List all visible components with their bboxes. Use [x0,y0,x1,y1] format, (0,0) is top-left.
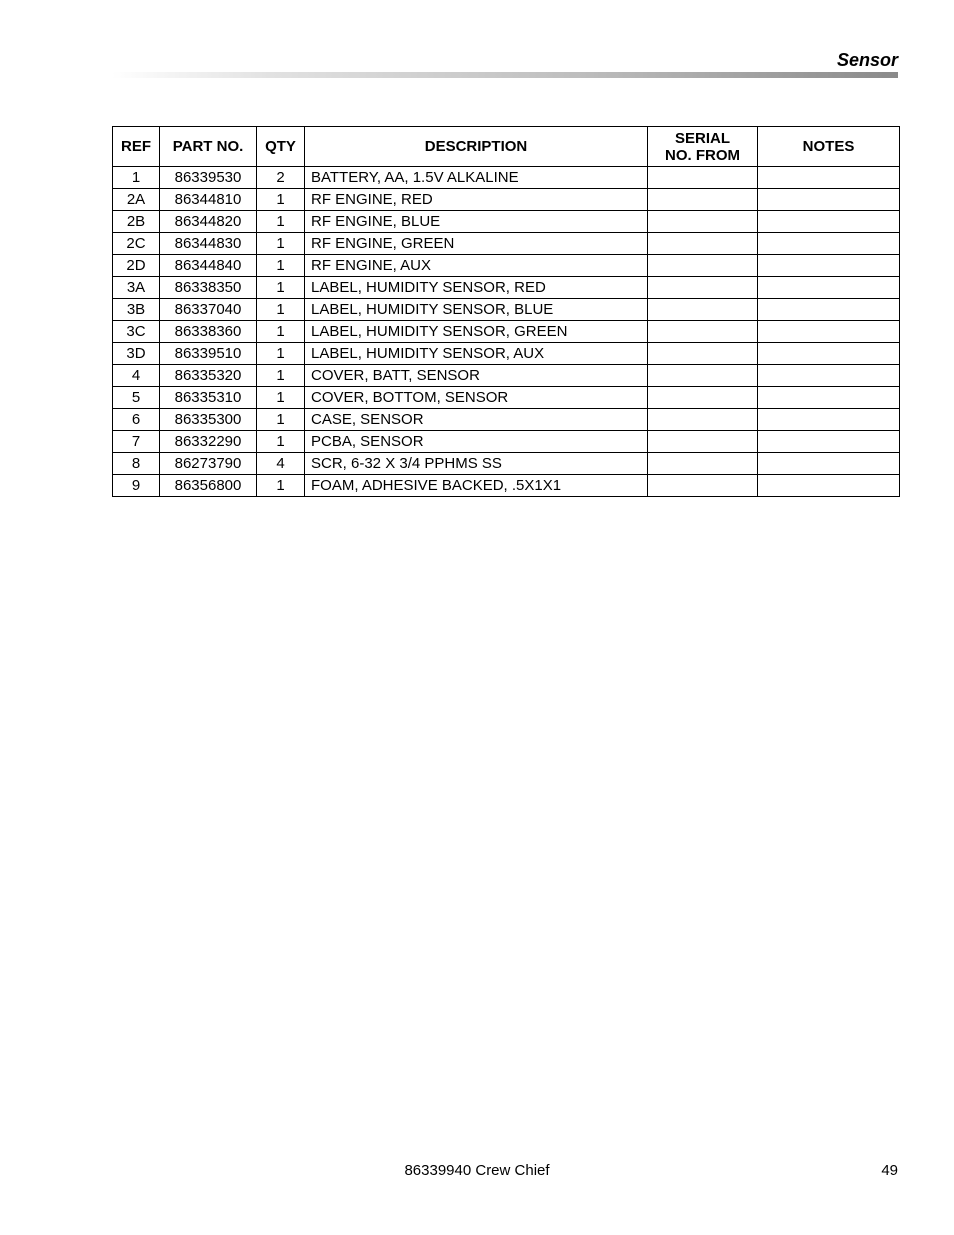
cell-part-no: 86338360 [160,321,257,343]
cell-serial-no-from [648,453,758,475]
cell-description: LABEL, HUMIDITY SENSOR, AUX [305,343,648,365]
page-number: 49 [881,1162,898,1179]
cell-description: RF ENGINE, RED [305,189,648,211]
cell-ref: 6 [113,409,160,431]
cell-ref: 4 [113,365,160,387]
cell-notes [758,475,900,497]
table-row [113,189,900,211]
cell-serial-no-from [648,387,758,409]
cell-serial-no-from [648,299,758,321]
cell-notes [758,365,900,387]
cell-serial-no-from [648,321,758,343]
cell-notes [758,343,900,365]
cell-description: RF ENGINE, AUX [305,255,648,277]
cell-qty: 1 [257,475,305,497]
cell-part-no: 86344820 [160,211,257,233]
table-body [113,167,900,497]
column-header-serial-no-from: SERIAL NO. FROM [648,127,758,167]
cell-ref: 3D [113,343,160,365]
cell-description: PCBA, SENSOR [305,431,648,453]
cell-part-no: 86344830 [160,233,257,255]
cell-description: CASE, SENSOR [305,409,648,431]
cell-description: COVER, BOTTOM, SENSOR [305,387,648,409]
cell-serial-no-from [648,343,758,365]
cell-qty: 1 [257,343,305,365]
cell-description: LABEL, HUMIDITY SENSOR, BLUE [305,299,648,321]
table-row [113,299,900,321]
cell-description: BATTERY, AA, 1.5V ALKALINE [305,167,648,189]
cell-serial-no-from [648,277,758,299]
cell-part-no: 86356800 [160,475,257,497]
table-row [113,409,900,431]
cell-ref: 2A [113,189,160,211]
cell-serial-no-from [648,255,758,277]
cell-serial-no-from [648,431,758,453]
cell-part-no: 86339530 [160,167,257,189]
cell-part-no: 86335300 [160,409,257,431]
cell-notes [758,189,900,211]
table-row [113,453,900,475]
table-row [113,475,900,497]
cell-ref: 7 [113,431,160,453]
cell-serial-no-from [648,211,758,233]
cell-serial-no-from [648,475,758,497]
column-header-qty: QTY [257,127,305,167]
cell-ref: 2C [113,233,160,255]
table-row [113,321,900,343]
cell-description: LABEL, HUMIDITY SENSOR, RED [305,277,648,299]
cell-notes [758,277,900,299]
cell-qty: 1 [257,431,305,453]
cell-ref: 2D [113,255,160,277]
column-header-part-no: PART NO. [160,127,257,167]
cell-notes [758,233,900,255]
table-row [113,211,900,233]
cell-qty: 4 [257,453,305,475]
cell-description: LABEL, HUMIDITY SENSOR, GREEN [305,321,648,343]
cell-description: FOAM, ADHESIVE BACKED, .5X1X1 [305,475,648,497]
cell-qty: 1 [257,277,305,299]
cell-part-no: 86335320 [160,365,257,387]
cell-part-no: 86337040 [160,299,257,321]
cell-notes [758,255,900,277]
cell-notes [758,321,900,343]
cell-serial-no-from [648,189,758,211]
cell-description: RF ENGINE, BLUE [305,211,648,233]
cell-qty: 1 [257,211,305,233]
cell-ref: 2B [113,211,160,233]
cell-description: COVER, BATT, SENSOR [305,365,648,387]
cell-serial-no-from [648,409,758,431]
column-header-ref: REF [113,127,160,167]
table-row [113,167,900,189]
cell-ref: 5 [113,387,160,409]
table-row [113,233,900,255]
cell-notes [758,211,900,233]
table-header-row [113,127,900,167]
cell-notes [758,409,900,431]
table-row [113,387,900,409]
header-rule [112,72,898,78]
cell-notes [758,167,900,189]
cell-serial-no-from [648,233,758,255]
parts-table [112,126,900,497]
footer-document-title: 86339940 Crew Chief [404,1162,550,1179]
cell-ref: 8 [113,453,160,475]
cell-notes [758,431,900,453]
table-row [113,431,900,453]
cell-ref: 1 [113,167,160,189]
cell-qty: 1 [257,233,305,255]
cell-qty: 1 [257,299,305,321]
cell-serial-no-from [648,365,758,387]
cell-qty: 1 [257,321,305,343]
cell-qty: 1 [257,365,305,387]
cell-description: SCR, 6-32 X 3/4 PPHMS SS [305,453,648,475]
cell-description: RF ENGINE, GREEN [305,233,648,255]
table-row [113,365,900,387]
cell-part-no: 86344810 [160,189,257,211]
cell-serial-no-from [648,167,758,189]
cell-ref: 3C [113,321,160,343]
cell-qty: 1 [257,189,305,211]
cell-notes [758,299,900,321]
cell-ref: 3B [113,299,160,321]
cell-ref: 9 [113,475,160,497]
cell-notes [758,453,900,475]
cell-ref: 3A [113,277,160,299]
cell-notes [758,387,900,409]
cell-qty: 1 [257,409,305,431]
cell-part-no: 86338350 [160,277,257,299]
section-title: Sensor [836,50,898,70]
cell-qty: 1 [257,387,305,409]
table-row [113,343,900,365]
cell-qty: 1 [257,255,305,277]
cell-part-no: 86339510 [160,343,257,365]
column-header-description: DESCRIPTION [305,127,648,167]
table-row [113,277,900,299]
column-header-notes: NOTES [758,127,900,167]
cell-part-no: 86335310 [160,387,257,409]
table-row [113,255,900,277]
cell-part-no: 86332290 [160,431,257,453]
cell-qty: 2 [257,167,305,189]
cell-part-no: 86273790 [160,453,257,475]
cell-part-no: 86344840 [160,255,257,277]
